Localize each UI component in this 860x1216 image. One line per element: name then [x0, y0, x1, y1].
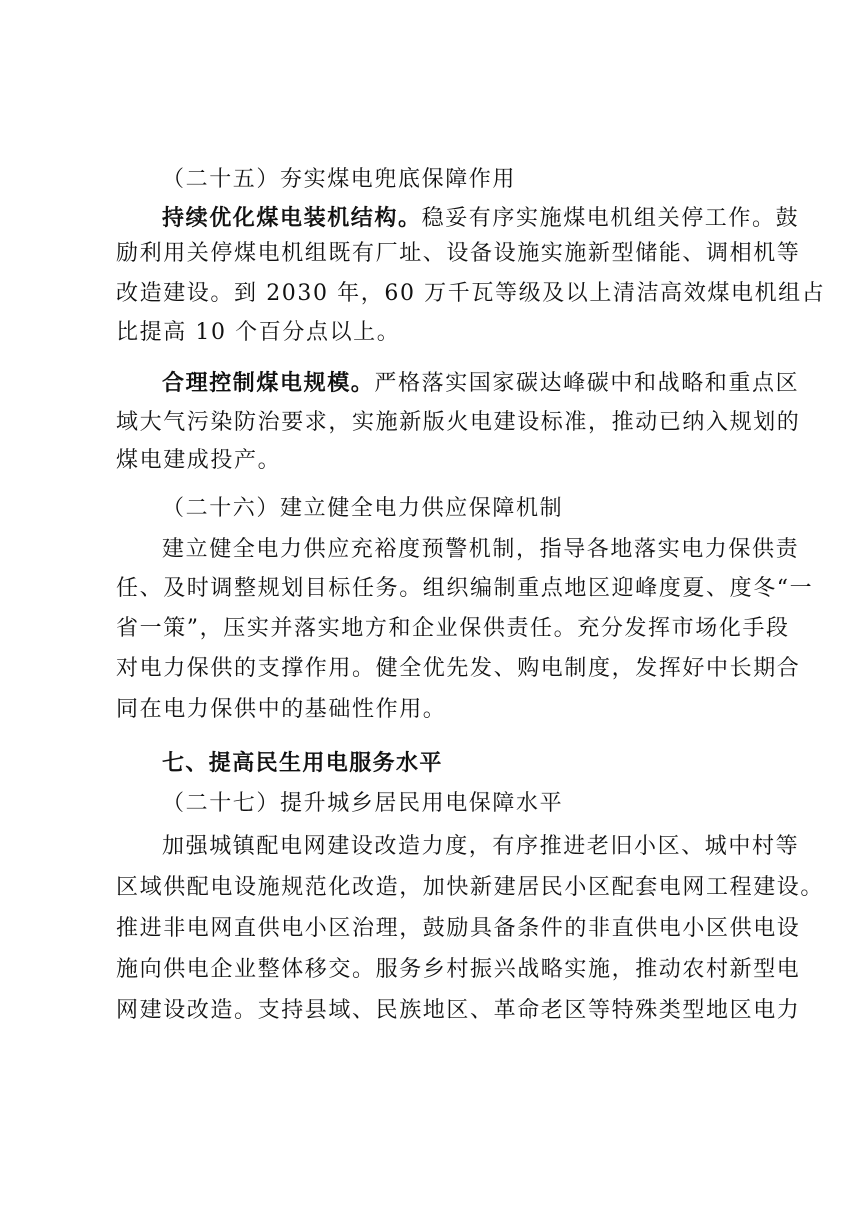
paragraph-line: 加强城镇配电网建设改造力度，有序推进老旧小区、城中村等	[162, 834, 800, 859]
paragraph-line: 同在电力保供中的基础性作用。	[116, 697, 447, 722]
paragraph-line: 建立健全电力供应充裕度预警机制，指导各地落实电力保供责	[162, 537, 800, 562]
paragraph-lead: 合理控制煤电规模。	[162, 370, 375, 396]
paragraph-line: 推进非电网直供电小区治理，鼓励具备条件的非直供电小区供电设	[116, 916, 801, 941]
paragraph-line	[162, 203, 799, 234]
paragraph-lead: 持续优化煤电装机结构。	[162, 205, 422, 231]
subheading-26: （二十六）建立健全电力供应保障机制	[162, 496, 564, 521]
subheading-25: （二十五）夯实煤电兜底保障作用	[162, 167, 517, 192]
paragraph-line	[162, 368, 799, 399]
paragraph-line: 改造建设。到 2030 年，60 万千瓦等级及以上清洁高效煤电机组占	[116, 281, 826, 306]
paragraph-line: 励利用关停煤电机组既有厂址、设备设施实施新型储能、调相机等	[116, 241, 801, 266]
paragraph-text: 严格落实国家碳达峰碳中和战略和重点区	[374, 371, 800, 396]
paragraph-line: 网建设改造。支持县域、民族地区、革命老区等特殊类型地区电力	[116, 998, 801, 1023]
paragraph-line: 施向供电企业整体移交。服务乡村振兴战略实施，推动农村新型电	[116, 957, 801, 982]
paragraph-line: 煤电建成投产。	[116, 448, 282, 473]
section-heading-7: 七、提高民生用电服务水平	[162, 750, 443, 776]
paragraph-line: 对电力保供的支撑作用。健全优先发、购电制度，发挥好中长期合	[116, 656, 801, 681]
paragraph-line: 比提高 10 个百分点以上。	[116, 320, 401, 345]
paragraph-line: 域大气污染防治要求，实施新版火电建设标准，推动已纳入规划的	[116, 410, 801, 435]
paragraph-line: 省一策”，压实并落实地方和企业保供责任。充分发挥市场化手段	[116, 616, 790, 641]
paragraph-line: 区域供配电设施规范化改造，加快新建居民小区配套电网工程建设。	[116, 875, 825, 900]
paragraph-line: 任、及时调整规划目标任务。组织编制重点地区迎峰度夏、度冬“一	[116, 576, 814, 601]
paragraph-text: 稳妥有序实施煤电机组关停工作。鼓	[421, 206, 800, 231]
subheading-27: （二十七）提升城乡居民用电保障水平	[162, 791, 564, 816]
